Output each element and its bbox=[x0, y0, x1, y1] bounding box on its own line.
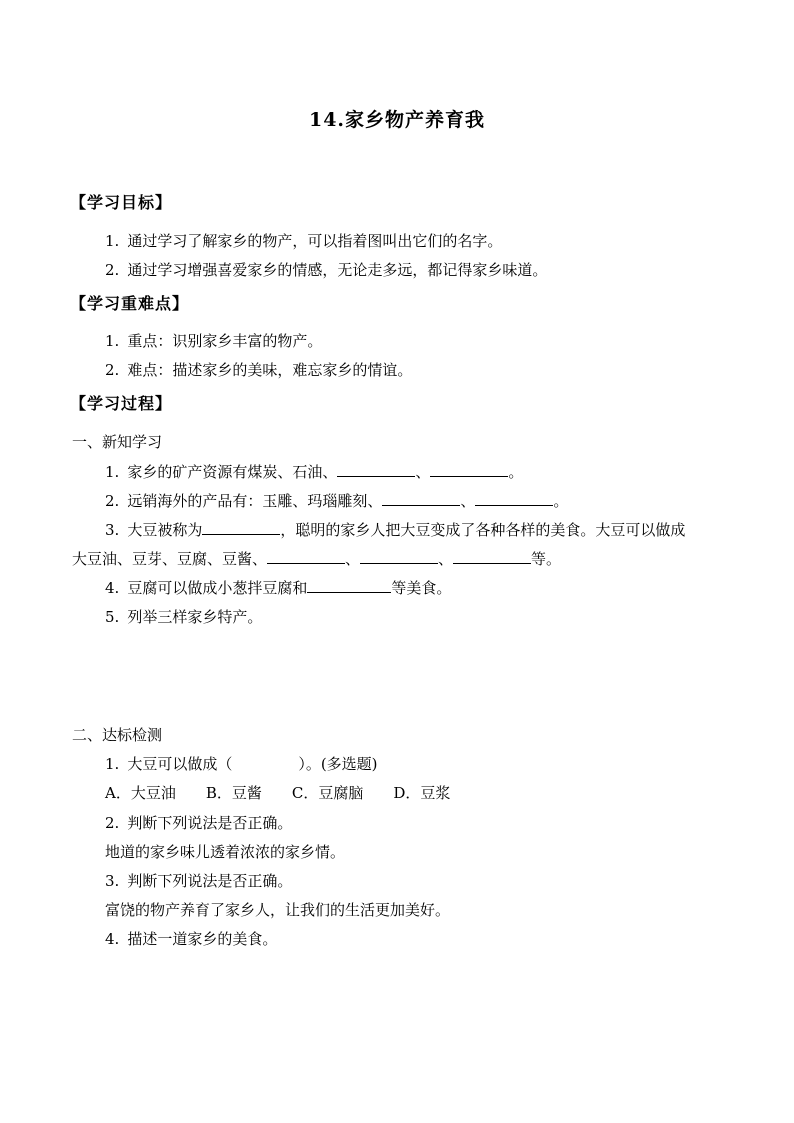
part1-question-3 bbox=[105, 520, 685, 540]
part2-statement-3: 富饶的物产养育了家乡人，让我们的生活更加美好。 bbox=[105, 901, 451, 919]
answer-blank[interactable] bbox=[202, 520, 280, 535]
part2-question-3 bbox=[105, 871, 292, 891]
item-number: 3. bbox=[105, 521, 120, 539]
separator: 、 bbox=[438, 550, 454, 568]
answer-blank[interactable] bbox=[382, 491, 460, 506]
item-text: 通过学习了解家乡的物产，可以指着图叫出它们的名字。 bbox=[127, 232, 503, 250]
question-text: 描述一道家乡的美食。 bbox=[127, 930, 278, 948]
answer-blank[interactable] bbox=[337, 462, 415, 477]
part2-question-4 bbox=[105, 929, 277, 949]
item-number: 2. bbox=[105, 261, 120, 279]
item-number: 4. bbox=[105, 930, 120, 948]
item-number: 1. bbox=[105, 463, 120, 481]
item-text: 重点：识别家乡丰富的物产。 bbox=[127, 332, 323, 350]
item-text: 难点：描述家乡的美味，难忘家乡的情谊。 bbox=[127, 361, 413, 379]
question-text: ，聪明的家乡人把大豆变成了各种各样的美食。大豆可以做成 bbox=[280, 521, 686, 539]
section-heading-process: 【学习过程】 bbox=[70, 394, 173, 413]
question-text: 大豆可以做成（ bbox=[127, 755, 233, 773]
question-text: 等美食。 bbox=[391, 579, 452, 597]
question-text: 判断下列说法是否正确。 bbox=[127, 872, 293, 890]
question-text: 大豆被称为 bbox=[127, 521, 203, 539]
part1-question-4 bbox=[105, 578, 451, 598]
item-number: 2. bbox=[105, 361, 120, 379]
key-item-1 bbox=[105, 331, 322, 351]
part2-heading: 二、达标检测 bbox=[72, 726, 163, 744]
goal-item-2 bbox=[105, 260, 547, 280]
answer-blank[interactable] bbox=[430, 462, 508, 477]
item-number: 1. bbox=[105, 232, 120, 250]
item-number: 1. bbox=[105, 755, 120, 773]
answer-blank[interactable] bbox=[267, 549, 345, 564]
item-number: 2. bbox=[105, 492, 120, 510]
end-punct: 。 bbox=[508, 463, 524, 481]
key-item-2 bbox=[105, 360, 412, 380]
answer-blank[interactable] bbox=[453, 549, 531, 564]
question-text: 列举三样家乡特产。 bbox=[127, 608, 263, 626]
item-number: 3. bbox=[105, 872, 120, 890]
question-text: 大豆油、豆芽、豆腐、豆酱、 bbox=[72, 550, 268, 568]
separator: 、 bbox=[415, 463, 431, 481]
answer-blank[interactable] bbox=[307, 578, 391, 593]
item-text: 通过学习增强喜爱家乡的情感，无论走多远，都记得家乡味道。 bbox=[127, 261, 548, 279]
part2-question-1 bbox=[105, 754, 378, 774]
part2-statement-2: 地道的家乡味儿透着浓浓的家乡情。 bbox=[105, 843, 346, 861]
part2-question-2 bbox=[105, 813, 292, 833]
page-title: 14.家乡物产养育我 bbox=[308, 109, 486, 131]
part1-question-5 bbox=[105, 607, 262, 627]
option-c[interactable]: C．豆腐脑 bbox=[291, 784, 364, 802]
option-d[interactable]: D．豆浆 bbox=[393, 784, 451, 802]
part1-question-2 bbox=[105, 491, 568, 511]
end-punct: 等。 bbox=[531, 550, 562, 568]
item-number: 2. bbox=[105, 814, 120, 832]
end-punct: 。 bbox=[553, 492, 569, 510]
question-text: 远销海外的产品有：玉雕、玛瑙雕刻、 bbox=[127, 492, 383, 510]
answer-blank[interactable] bbox=[475, 491, 553, 506]
separator: 、 bbox=[345, 550, 361, 568]
item-number: 1. bbox=[105, 332, 120, 350]
option-a[interactable]: A．大豆油 bbox=[105, 784, 176, 802]
answer-blank[interactable] bbox=[360, 549, 438, 564]
section-heading-key-points: 【学习重难点】 bbox=[70, 294, 190, 313]
part1-question-3-continued bbox=[72, 549, 561, 569]
section-heading-goals: 【学习目标】 bbox=[70, 193, 173, 212]
item-number: 5. bbox=[105, 608, 120, 626]
part1-heading: 一、新知学习 bbox=[72, 433, 163, 451]
question-text: 家乡的矿产资源有煤炭、石油、 bbox=[127, 463, 338, 481]
question-text: ）。(多选题) bbox=[298, 755, 378, 773]
separator: 、 bbox=[460, 492, 476, 510]
part1-question-1 bbox=[105, 462, 523, 482]
item-number: 4. bbox=[105, 579, 120, 597]
question-text: 豆腐可以做成小葱拌豆腐和 bbox=[127, 579, 308, 597]
question-text: 判断下列说法是否正确。 bbox=[127, 814, 293, 832]
goal-item-1 bbox=[105, 231, 502, 251]
option-b[interactable]: B．豆酱 bbox=[205, 784, 262, 802]
part2-options bbox=[105, 783, 480, 803]
